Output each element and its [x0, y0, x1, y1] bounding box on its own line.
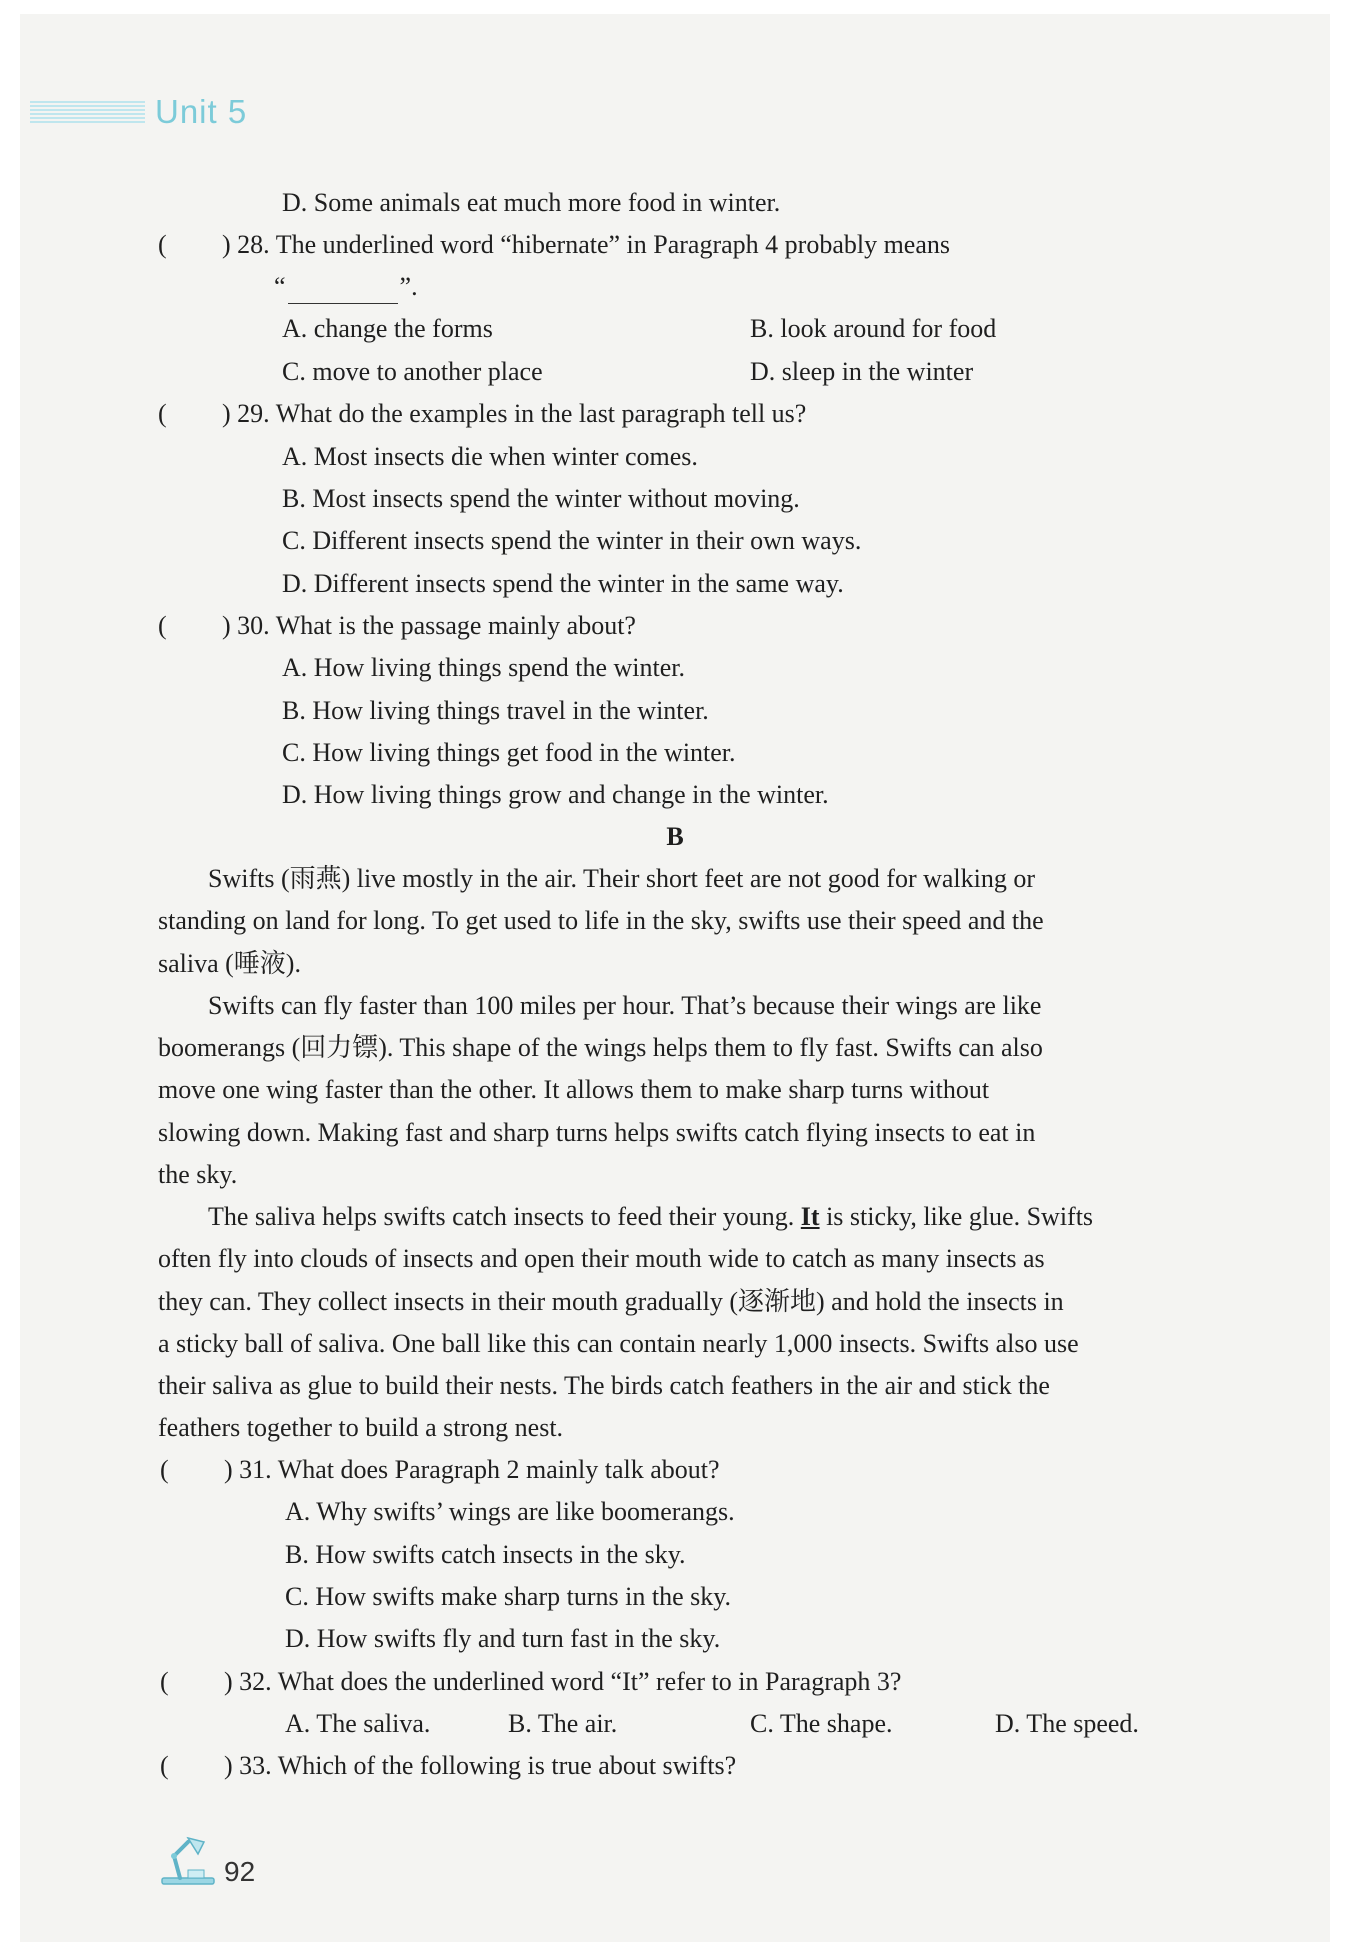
- unit-header: [30, 92, 247, 132]
- q30-option-a: A. How living things spend the winter.: [282, 653, 685, 682]
- q28-answer-paren[interactable]: (: [158, 230, 167, 259]
- q32-option-b: B. The air.: [508, 1709, 618, 1738]
- q28-option-c: C. move to another place: [282, 357, 543, 386]
- q32-answer-paren[interactable]: (: [160, 1667, 169, 1696]
- q28-quote-open: “: [274, 272, 286, 301]
- q29-option-a: A. Most insects die when winter comes.: [282, 442, 698, 471]
- unit-title: Unit 5: [155, 93, 248, 130]
- q28-option-a: A. change the forms: [282, 314, 493, 343]
- passage-p3-line: feathers together to build a strong nest.: [158, 1413, 564, 1442]
- q28-blank[interactable]: [288, 285, 398, 304]
- q30-option-c: C. How living things get food in the winter.: [282, 738, 736, 767]
- passage-p3-first-line: [208, 1200, 1093, 1234]
- passage-p1-line: standing on land for long. To get used to life in the sky, swifts use their speed and the: [158, 906, 1044, 935]
- passage-p3-line: they can. They collect insects in their mouth gradually (逐渐地) and hold the insects in: [158, 1287, 1064, 1316]
- passage-p2-line: Swifts can fly faster than 100 miles per hour. That’s because their wings are like: [208, 991, 1042, 1020]
- q31-option-d: D. How swifts fly and turn fast in the sky.: [285, 1624, 721, 1653]
- underlined-word-it: It: [800, 1202, 820, 1231]
- q32-option-a: A. The saliva.: [285, 1709, 431, 1738]
- desk-lamp-icon: [158, 1832, 218, 1888]
- passage-p1-line: Swifts (雨燕) live mostly in the air. Their short feet are not good for walking or: [208, 864, 1036, 893]
- q30-stem: ) 30. What is the passage mainly about?: [222, 611, 636, 640]
- q30-answer-paren[interactable]: (: [158, 611, 167, 640]
- q29-option-c: C. Different insects spend the winter in their own ways.: [282, 526, 862, 555]
- q33-stem: ) 33. Which of the following is true about swifts?: [224, 1751, 737, 1780]
- q28-quote-close: ”.: [399, 272, 418, 301]
- q27-option-d: D. Some animals eat much more food in winter.: [282, 188, 781, 217]
- passage-p3-text: The saliva helps swifts catch insects to feed their young.: [208, 1202, 801, 1231]
- q31-stem: ) 31. What does Paragraph 2 mainly talk about?: [224, 1455, 720, 1484]
- q30-option-d: D. How living things grow and change in the winter.: [282, 780, 829, 809]
- passage-p2-line: the sky.: [158, 1160, 238, 1189]
- q30-option-b: B. How living things travel in the winter.: [282, 696, 709, 725]
- section-b-title: B: [666, 822, 684, 851]
- q32-option-d: D. The speed.: [995, 1709, 1139, 1738]
- q32-stem: ) 32. What does the underlined word “It” refer to in Paragraph 3?: [224, 1667, 902, 1696]
- q28-stem: ) 28. The underlined word “hibernate” in Paragraph 4 probably means: [222, 230, 950, 259]
- header-stripes: [30, 101, 145, 123]
- passage-p1-line: saliva (唾液).: [158, 949, 301, 978]
- page-number: 92: [224, 1856, 256, 1887]
- passage-p2-line: boomerangs (回力镖). This shape of the wings helps them to fly fast. Swifts can also: [158, 1033, 1043, 1062]
- q29-answer-paren[interactable]: (: [158, 399, 167, 428]
- q29-stem: ) 29. What do the examples in the last paragraph tell us?: [222, 399, 807, 428]
- passage-p3-line: a sticky ball of saliva. One ball like this can contain nearly 1,000 insects. Swifts also use: [158, 1329, 1079, 1358]
- q33-answer-paren[interactable]: (: [160, 1751, 169, 1780]
- q28-blank-line: [274, 270, 418, 304]
- passage-p2-line: slowing down. Making fast and sharp turns helps swifts catch flying insects to eat in: [158, 1118, 1036, 1147]
- page-footer: [158, 1832, 255, 1888]
- q32-option-c: C. The shape.: [750, 1709, 893, 1738]
- q28-option-b: B. look around for food: [750, 314, 997, 343]
- q31-answer-paren[interactable]: (: [160, 1455, 169, 1484]
- q31-option-c: C. How swifts make sharp turns in the sky.: [285, 1582, 732, 1611]
- q31-option-a: A. Why swifts’ wings are like boomerangs.: [285, 1497, 735, 1526]
- passage-p3-line: their saliva as glue to build their nests. The birds catch feathers in the air and stick the: [158, 1371, 1050, 1400]
- passage-p3-text: is sticky, like glue. Swifts: [819, 1202, 1094, 1231]
- q29-option-b: B. Most insects spend the winter without moving.: [282, 484, 800, 513]
- q29-option-d: D. Different insects spend the winter in the same way.: [282, 569, 844, 598]
- q31-option-b: B. How swifts catch insects in the sky.: [285, 1540, 686, 1569]
- passage-p3-line: often fly into clouds of insects and open their mouth wide to catch as many insects as: [158, 1244, 1045, 1273]
- passage-p2-line: move one wing faster than the other. It allows them to make sharp turns without: [158, 1075, 990, 1104]
- q28-option-d: D. sleep in the winter: [750, 357, 974, 386]
